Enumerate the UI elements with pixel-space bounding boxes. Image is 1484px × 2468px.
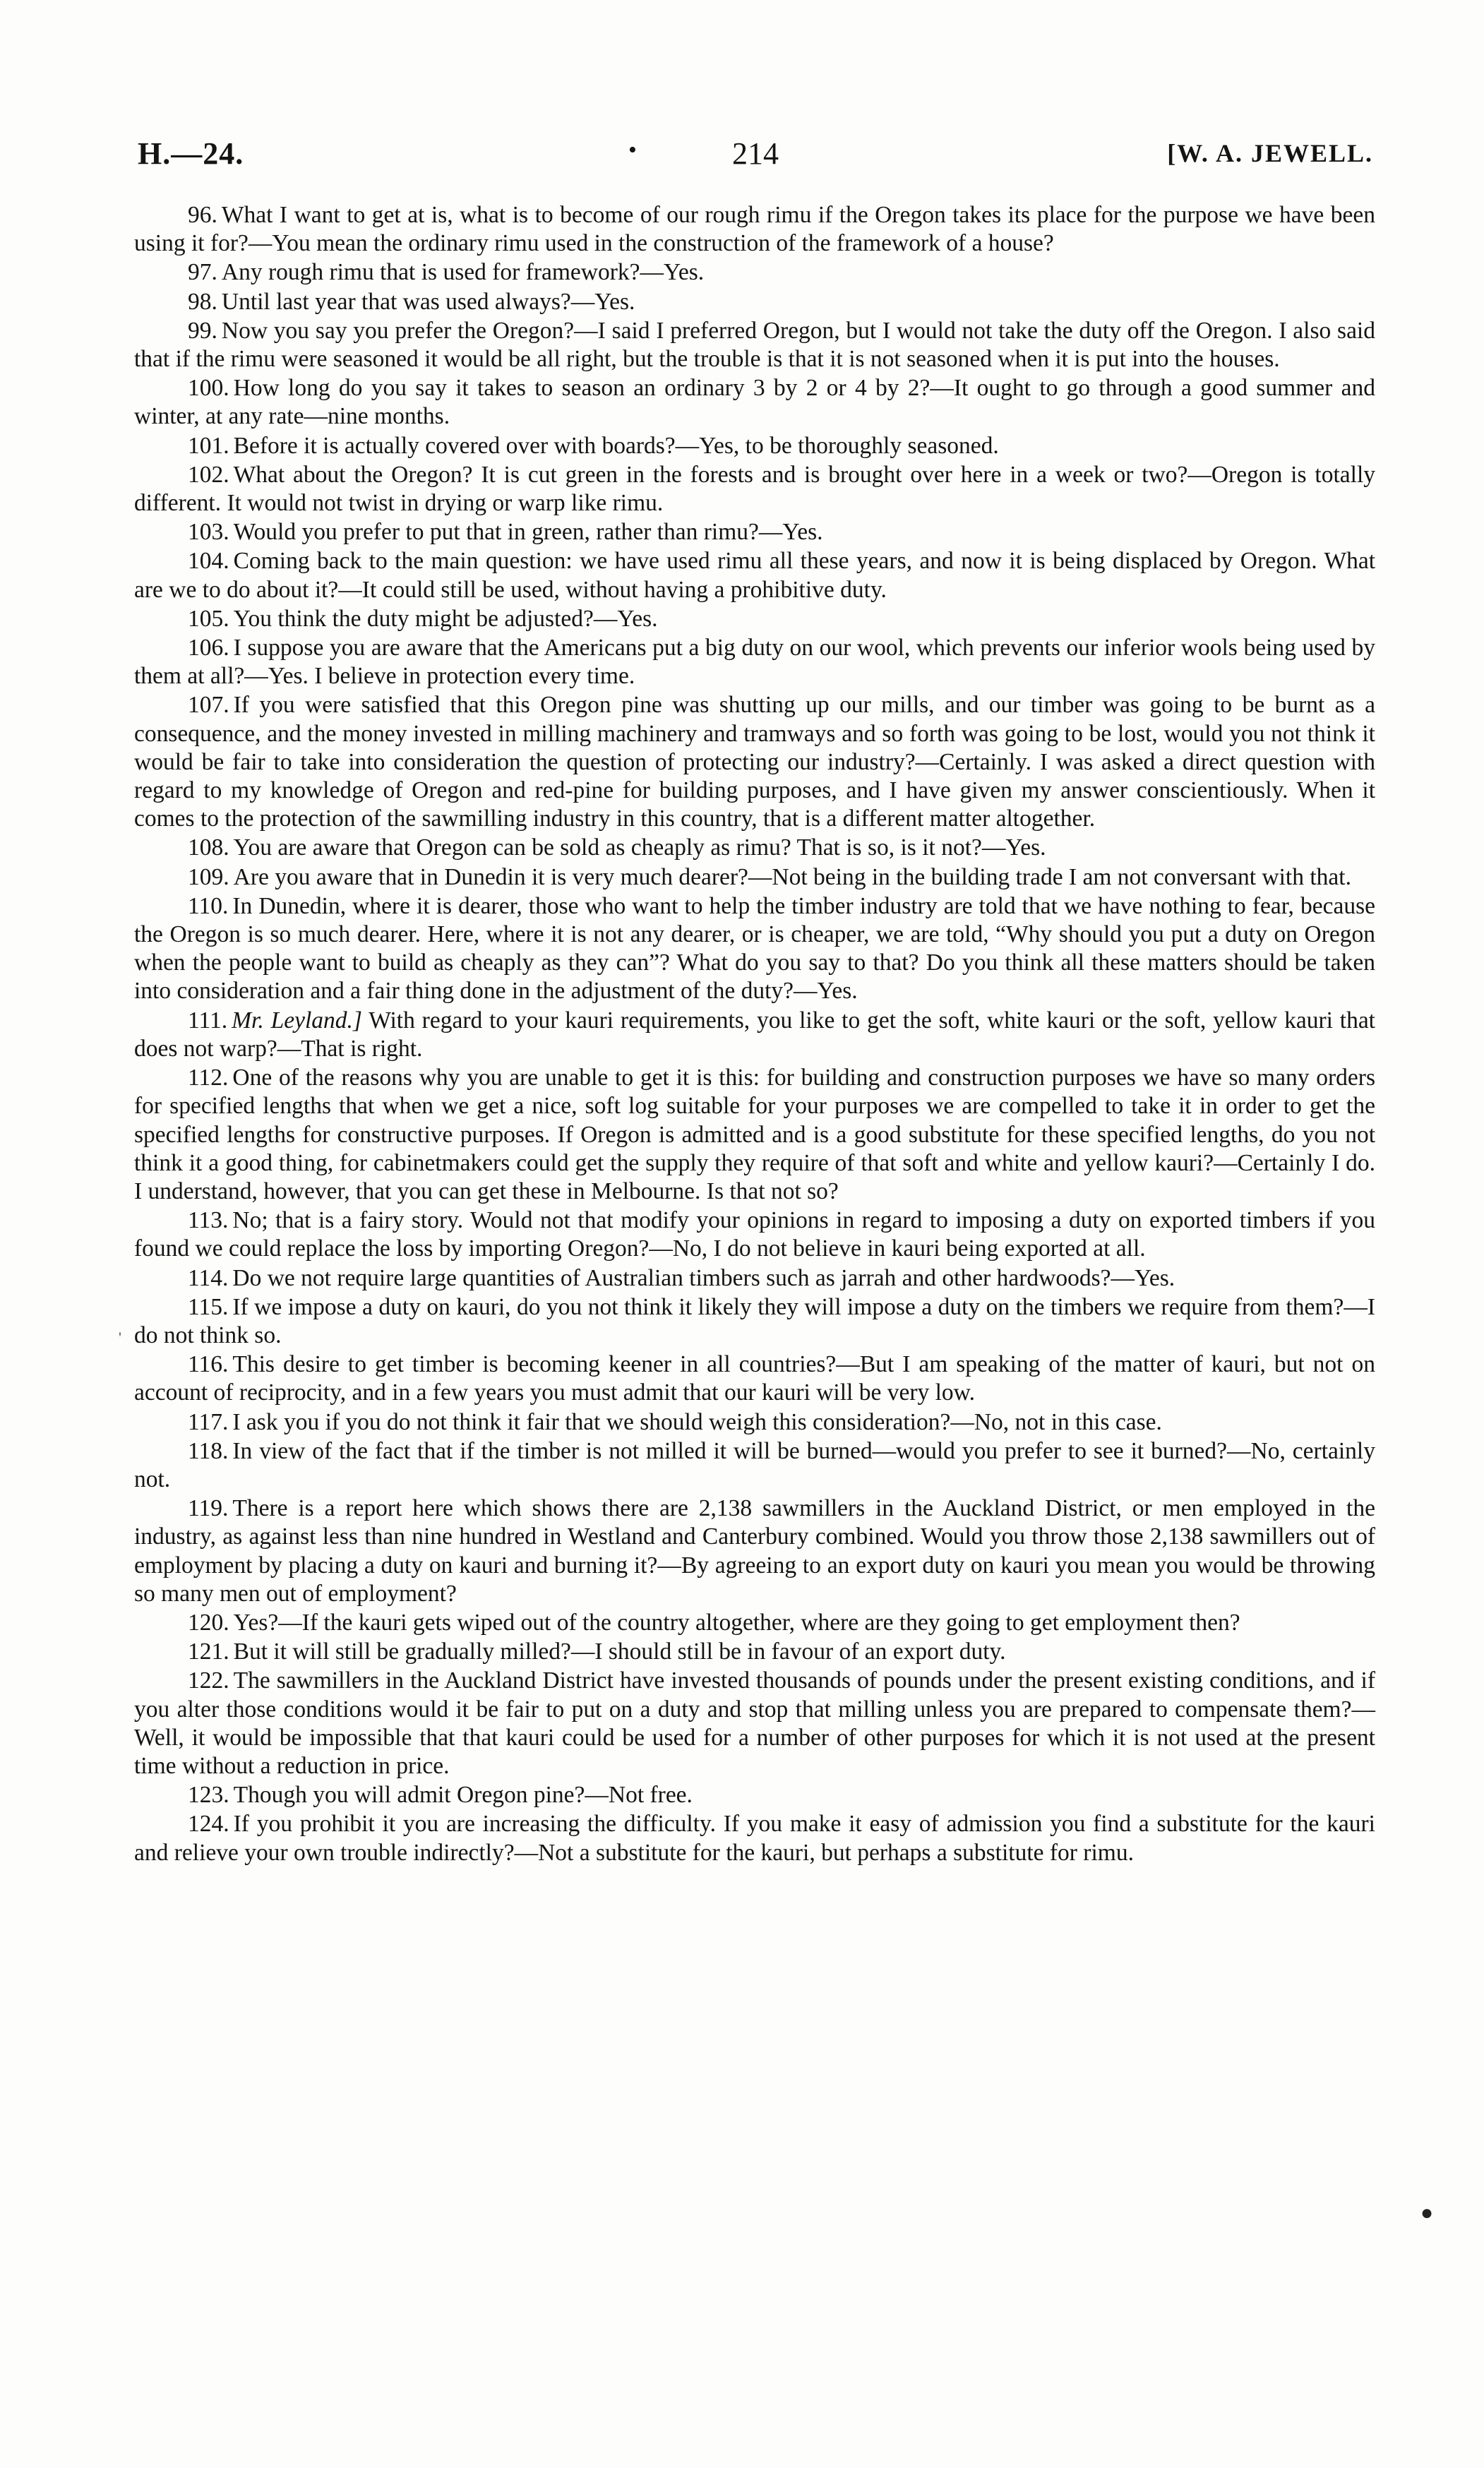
question-text: You think the duty might be adjusted?—Yes. (233, 605, 658, 632)
question-paragraph (134, 1437, 1375, 1494)
question-paragraph (134, 1781, 1375, 1809)
question-number: 106. (188, 635, 229, 661)
question-paragraph (134, 1064, 1375, 1206)
question-number: 120. (188, 1609, 229, 1636)
question-number: 110. (188, 892, 229, 919)
question-number: 115. (188, 1293, 229, 1320)
question-paragraph (134, 1350, 1375, 1407)
question-number: 109. (188, 863, 229, 890)
header-dot: • (628, 137, 637, 163)
question-number: 107. (188, 692, 229, 719)
question-number: 102. (188, 461, 229, 488)
question-number: 97. (188, 259, 217, 286)
question-text: If you prohibit it you are increasing the difficulty. If you make it easy of admission you find a substitute for the kauri and relieve your own trouble indirectly?—Not a substitute for the kauri, but perhaps a substitute for rimu. (134, 1811, 1375, 1866)
question-paragraph (134, 461, 1375, 517)
question-text: Would you prefer to put that in green, rather than rimu?—Yes. (233, 519, 823, 546)
question-paragraph (134, 1264, 1375, 1293)
question-number: 104. (188, 548, 229, 575)
question-number: 121. (188, 1639, 229, 1665)
question-paragraph (134, 1810, 1375, 1867)
speaker-name: Mr. Leyland.] (232, 1007, 362, 1034)
page-number: 214 (732, 136, 779, 171)
question-paragraph (134, 1667, 1375, 1780)
question-paragraph (134, 1609, 1375, 1637)
question-text: How long do you say it takes to season an ordinary 3 by 2 or 4 by 2?—It ought to go through a good summer and winter, at any rate—nine months. (134, 375, 1375, 430)
question-number: 119. (188, 1495, 229, 1522)
question-text: In view of the fact that if the timber is not milled it will be burned—would you prefer to see it burned?—No, certainly not. (134, 1437, 1375, 1492)
question-text: I ask you if you do not think it fair that we should weigh this consideration?—No, not in this case. (232, 1408, 1162, 1435)
question-number: 113. (188, 1207, 229, 1234)
question-text: One of the reasons why you are unable to get it is this: for building and construction purposes we have so many orders for specified lengths that when we get a nice, soft log suitable for your purposes we are compelled to take it in order to get the specified lengths for constructive purposes. If Oregon is admitted and is a good substitute for these specified lengths, do you not think it a good thing, for cabinetmakers could get the supply they require of that soft and white and yellow kauri?—Certainly I do. I understand, however, that you can get these in Melbourne. Is that not so? (134, 1065, 1375, 1204)
question-number: 103. (188, 519, 229, 546)
question-text: Until last year that was used always?—Yes. (221, 288, 635, 315)
question-text: Though you will admit Oregon pine?—Not free. (233, 1782, 693, 1809)
question-text: Yes?—If the kauri gets wiped out of the country altogether, where are they going to get employment then? (233, 1609, 1240, 1636)
question-number: 101. (188, 432, 229, 459)
question-number: 123. (188, 1782, 229, 1809)
question-text: You are aware that Oregon can be sold as cheaply as rimu? That is so, is it not?—Yes. (233, 834, 1046, 861)
question-number: 96. (188, 202, 217, 228)
question-text: Coming back to the main question: we have used rimu all these years, and now it is being displaced by Oregon. What are we to do about it?—It could still be used, without having a prohibitive duty. (134, 548, 1375, 603)
margin-bullet-mark: ● (1420, 2201, 1434, 2224)
question-text: But it will still be gradually milled?—I should still be in favour of an export duty. (233, 1639, 1006, 1665)
question-paragraph (134, 1206, 1375, 1263)
question-paragraph (134, 691, 1375, 833)
question-number: 112. (188, 1065, 229, 1091)
question-text: Are you aware that in Dunedin it is very much dearer?—Not being in the building trade I am not conversant with that. (233, 863, 1351, 890)
question-number: 116. (188, 1351, 229, 1378)
question-paragraph (134, 432, 1375, 460)
question-paragraph (134, 605, 1375, 633)
question-paragraph (134, 201, 1375, 258)
question-number: 111. (188, 1007, 228, 1034)
question-number: 108. (188, 834, 229, 861)
question-text: What I want to get at is, what is to become of our rough rimu if the Oregon takes its place for the purpose we have been using it for?—You mean the ordinary rimu used in the construction of the framework of a house? (134, 202, 1375, 257)
question-paragraph (134, 1494, 1375, 1608)
question-number: 105. (188, 605, 229, 632)
question-text: If you were satisfied that this Oregon pine was shutting up our mills, and our timber was going to be burnt as a consequence, and the money invested in milling machinery and tramways and so forth was going to be lost, would you not think it would be fair to take into consideration the question of protecting our industry?—Certainly. I was asked a direct question with regard to my knowledge of Oregon and red-pine for building purposes, and I have given my answer conscientiously. When it comes to the protection of the sawmilling industry in this country, that is a different matter altogether. (134, 692, 1375, 832)
question-paragraph (134, 1007, 1375, 1063)
witness-name: [W. A. JEWELL. (1167, 139, 1373, 167)
question-paragraph (134, 634, 1375, 690)
question-paragraph (134, 834, 1375, 862)
question-paragraph (134, 288, 1375, 316)
question-number: 117. (188, 1408, 229, 1435)
question-text: There is a report here which shows there are 2,138 sawmillers in the Auckland District, or men employed in the industry, as against less than nine hundred in Westland and Canterbury combined. Would you throw those 2,138 sawmillers out of employment by placing a duty on kauri and burning it?—By agreeing to an export duty on kauri you mean you would be throwing so many men out of employment? (134, 1495, 1375, 1607)
question-text: Any rough rimu that is used for framework?—Yes. (221, 259, 705, 286)
question-number: 114. (188, 1264, 229, 1291)
question-paragraph (134, 1293, 1375, 1350)
question-text: In Dunedin, where it is dearer, those who want to help the timber industry are told that we have nothing to fear, because the Oregon is so much dearer. Here, where it is not any dearer, or is cheaper, we are told, “Why should you put a duty on Oregon when the people want to build as cheaply as they can”? What do you say to that? Do you think all these matters should be taken into consideration and a fair thing done in the adjustment of the duty?—Yes. (134, 892, 1375, 1005)
page-header (138, 136, 1373, 178)
question-text: This desire to get timber is becoming keener in all countries?—But I am speaking of the matter of kauri, but not on account of reciprocity, and in a few years you must admit that our kauri will be very low. (134, 1351, 1375, 1406)
question-text: Now you say you prefer the Oregon?—I said I preferred Oregon, but I would not take the duty off the Oregon. I also said that if the rimu were seasoned it would be all right, but the trouble is that it is not seasoned when it is put into the houses. (134, 317, 1375, 373)
question-number: 98. (188, 288, 217, 315)
question-paragraph (134, 1638, 1375, 1666)
question-paragraph (134, 863, 1375, 892)
question-text: The sawmillers in the Auckland District have invested thousands of pounds under the present existing conditions, and if you alter those conditions would it be fair to put on a duty and stop that milling unless you are prepared to compensate them?—Well, it would be impossible that that kauri could be used for a number of other purposes for which it is not used at the present time without a reduction in price. (134, 1667, 1375, 1779)
question-number: 122. (188, 1667, 229, 1694)
question-text: If we impose a duty on kauri, do you not think it likely they will impose a duty on the timbers we require from them?—I do not think so. (134, 1293, 1375, 1348)
question-text: With regard to your kauri requirements, you like to get the soft, white kauri or the soft, yellow kauri that does not warp?—That is right. (134, 1007, 1375, 1062)
question-text: What about the Oregon? It is cut green in the forests and is brought over here in a week or two?—Oregon is totally different. It would not twist in drying or warp like rimu. (134, 461, 1375, 517)
question-text: I suppose you are aware that the Americans put a big duty on our wool, which prevents our inferior wools being used by them at all?—Yes. I believe in protection every time. (134, 635, 1375, 690)
question-paragraph (134, 258, 1375, 287)
question-paragraph (134, 892, 1375, 1006)
question-text: Before it is actually covered over with boards?—Yes, to be thoroughly seasoned. (233, 432, 999, 459)
question-paragraph (134, 1408, 1375, 1437)
margin-tick-mark: ' (119, 1329, 121, 1346)
question-text: No; that is a fairy story. Would not that modify your opinions in regard to imposing a duty on exported timbers if you found we could replace the loss by importing Oregon?—No, I do not believe in kauri being exported at all. (134, 1207, 1375, 1262)
question-paragraph (134, 374, 1375, 431)
question-number: 118. (188, 1437, 229, 1464)
question-paragraph (134, 518, 1375, 546)
question-number: 124. (188, 1811, 229, 1838)
report-code: H.—24. (138, 136, 244, 171)
question-number: 99. (188, 317, 217, 344)
testimony-body (134, 201, 1375, 1868)
question-text: Do we not require large quantities of Australian timbers such as jarrah and other hardwoods?—Yes. (232, 1264, 1175, 1291)
question-paragraph (134, 317, 1375, 373)
question-number: 100. (188, 375, 229, 402)
question-paragraph (134, 547, 1375, 604)
